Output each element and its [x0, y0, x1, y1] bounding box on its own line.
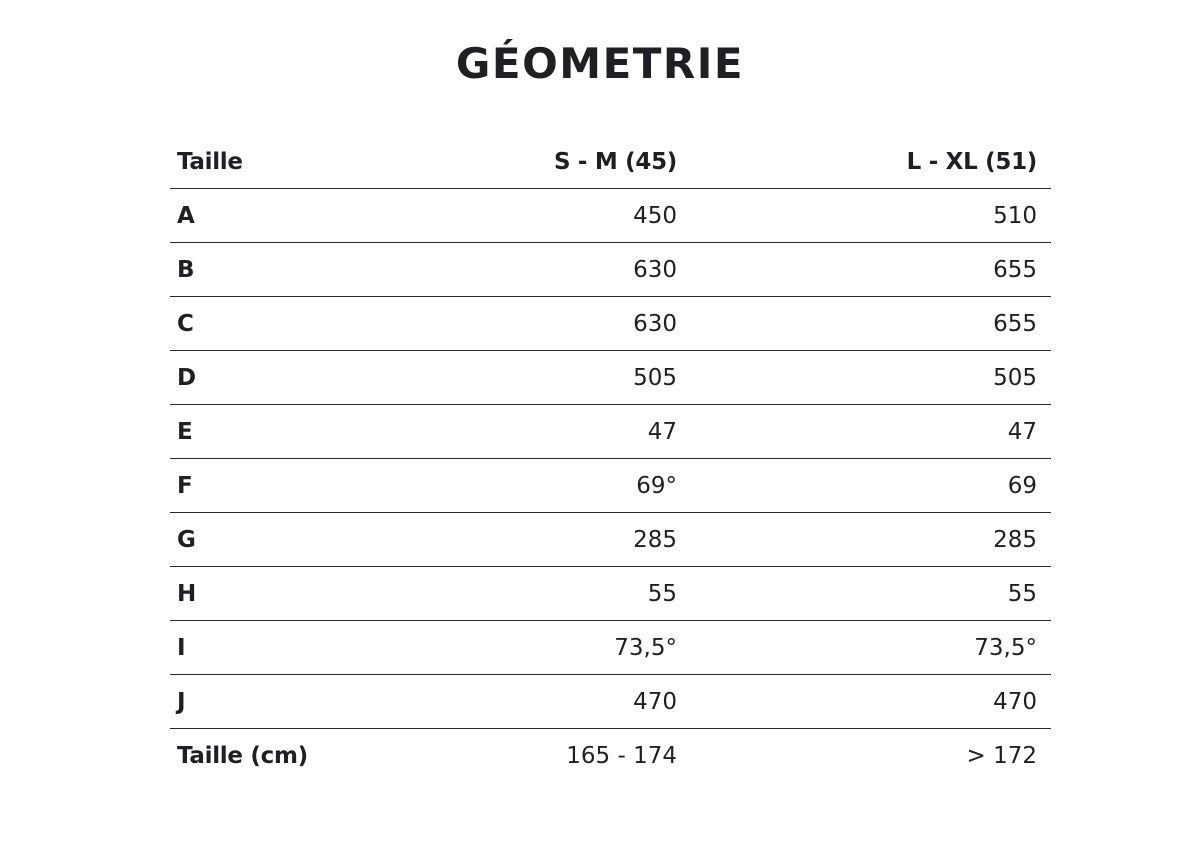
geometry-table — [170, 135, 1051, 782]
cell-s-m: 470 — [633, 688, 677, 715]
table-row — [170, 189, 1051, 243]
row-label: Taille (cm) — [177, 742, 308, 769]
table-row — [170, 459, 1051, 513]
table-row — [170, 513, 1051, 567]
cell-s-m: 55 — [647, 580, 677, 607]
cell-s-m: 73,5° — [614, 634, 677, 661]
cell-l-xl: 655 — [993, 256, 1037, 283]
page-title: GÉOMETRIE — [455, 39, 745, 88]
header-size: Taille — [177, 148, 243, 175]
cell-s-m: 69° — [636, 472, 677, 499]
table-row — [170, 729, 1051, 783]
table-row — [170, 405, 1051, 459]
cell-l-xl: 69 — [1007, 472, 1037, 499]
table-row — [170, 351, 1051, 405]
row-label: E — [177, 418, 193, 445]
row-label: D — [177, 364, 196, 391]
cell-l-xl: 470 — [993, 688, 1037, 715]
cell-s-m: 630 — [633, 310, 677, 337]
table-row — [170, 621, 1051, 675]
row-label: B — [177, 256, 195, 283]
cell-s-m: 285 — [633, 526, 677, 553]
row-label: C — [177, 310, 194, 337]
table-row — [170, 297, 1051, 351]
cell-s-m: 47 — [647, 418, 677, 445]
cell-l-xl: 47 — [1007, 418, 1037, 445]
table-row — [170, 567, 1051, 621]
cell-l-xl: 655 — [993, 310, 1037, 337]
cell-s-m: 505 — [633, 364, 677, 391]
row-label: G — [177, 526, 196, 553]
cell-s-m: 165 - 174 — [566, 742, 677, 769]
row-label: A — [177, 202, 195, 229]
table-header-row — [170, 135, 1051, 189]
cell-l-xl: 510 — [993, 202, 1037, 229]
cell-l-xl: 73,5° — [974, 634, 1037, 661]
row-label: J — [177, 688, 186, 715]
cell-s-m: 450 — [633, 202, 677, 229]
cell-l-xl: 55 — [1007, 580, 1037, 607]
row-label: H — [177, 580, 196, 607]
header-s-m: S - M (45) — [553, 148, 677, 175]
header-l-xl: L - XL (51) — [906, 148, 1037, 175]
row-label: F — [177, 472, 193, 499]
cell-l-xl: > 172 — [966, 742, 1037, 769]
cell-s-m: 630 — [633, 256, 677, 283]
cell-l-xl: 505 — [993, 364, 1037, 391]
table-row — [170, 675, 1051, 729]
row-label: I — [177, 634, 186, 661]
cell-l-xl: 285 — [993, 526, 1037, 553]
table-row — [170, 243, 1051, 297]
